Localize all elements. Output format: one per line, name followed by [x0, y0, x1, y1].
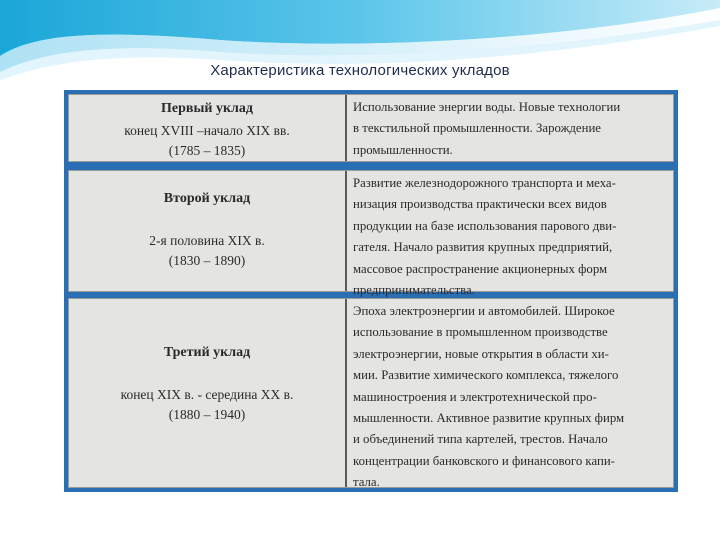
- era-years: (1830 – 1890): [168, 253, 246, 268]
- era-cell: [69, 171, 347, 291]
- description-line: промышленности.: [353, 142, 453, 157]
- table-row: [68, 94, 674, 162]
- description-line: Развитие железнодорожного транспорта и меха-: [353, 176, 616, 190]
- era-name: Первый уклад: [161, 101, 253, 116]
- era-description: [353, 301, 671, 494]
- description-line: Эпоха электроэнергии и автомобилей. Широкое: [353, 304, 615, 318]
- description-line: и объединений типа картелей, трестов. Начало: [353, 432, 608, 447]
- description-line: гателя. Начало развития крупных предприятий,: [353, 240, 613, 255]
- description-line: в текстильной промышленности. Зарождение: [353, 121, 601, 136]
- description-line: электроэнергии, новые открытия в области хи-: [353, 346, 609, 361]
- era-description: [353, 97, 671, 161]
- description-line: Использование энергии воды. Новые технологии: [353, 100, 621, 114]
- description-line: продукции на базе использования парового дви-: [353, 218, 617, 233]
- era-name: Третий уклад: [163, 345, 251, 360]
- era-cell: [69, 299, 347, 487]
- description-line: тала.: [353, 475, 380, 490]
- description-line: предпринимательства.: [353, 283, 475, 298]
- era-years: (1880 – 1940): [168, 407, 246, 422]
- era-years: (1785 – 1835): [168, 143, 246, 158]
- era-name: Второй уклад: [163, 191, 251, 206]
- table-row: [68, 170, 674, 298]
- scanned-table-image: [64, 90, 678, 492]
- slide-title: Характеристика технологических укладов: [210, 62, 510, 79]
- description-line: концентрации банковского и финансового капи-: [353, 453, 615, 468]
- description-line: массовое распространение акционерных форм: [353, 261, 608, 276]
- era-period: конец XVIII –начало XIX вв.: [124, 123, 290, 138]
- description-line: мышленности. Активное развитие крупных фирм: [353, 411, 625, 426]
- description-line: низация производства практически всех видов: [353, 197, 607, 212]
- description-line: машиностроения и электротехнической про-: [353, 389, 597, 404]
- description-line: использование в промышленном производстве: [353, 325, 608, 340]
- era-description: [353, 173, 671, 301]
- description-line: мии. Развитие химического комплекса, тяжелого: [353, 368, 619, 383]
- era-period: 2-я половина XIX в.: [149, 233, 265, 248]
- era-cell: [69, 95, 347, 161]
- table-row: [68, 298, 674, 488]
- era-period: конец XIX в. - середина XX в.: [120, 387, 294, 402]
